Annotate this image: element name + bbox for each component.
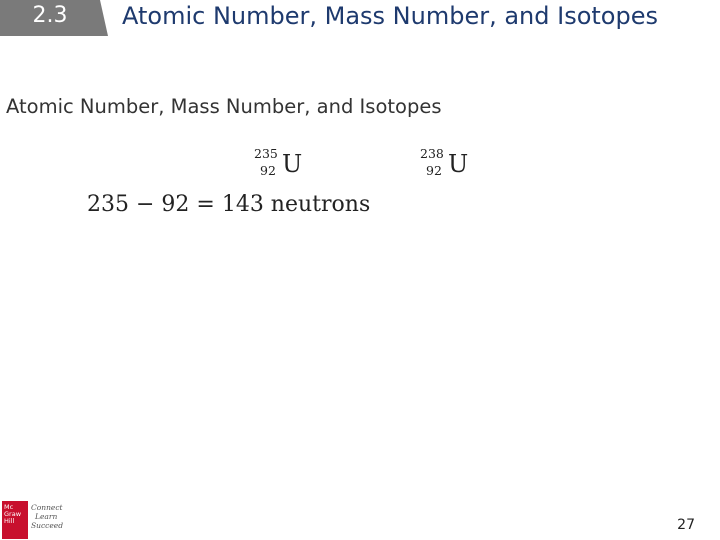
- logo-mark-line: Graw: [4, 510, 22, 518]
- logo-mark-line: Hill: [4, 517, 15, 525]
- atomic-number: 92: [426, 163, 442, 178]
- atomic-number: 92: [260, 163, 276, 178]
- publisher-logo: [0, 500, 76, 540]
- page-number: 27: [677, 517, 695, 533]
- logo-tagline-line: Succeed: [31, 521, 64, 530]
- element-symbol: U: [282, 150, 303, 178]
- logo-tagline: [31, 503, 63, 530]
- logo-mark: [2, 501, 28, 539]
- slide-subtitle: Atomic Number, Mass Number, and Isotopes: [6, 95, 442, 118]
- mass-number: 235: [254, 146, 278, 161]
- logo-tagline-line: Learn: [35, 512, 58, 521]
- element-symbol: U: [448, 150, 469, 178]
- header-title: Atomic Number, Mass Number, and Isotopes: [122, 2, 658, 30]
- mass-number: 238: [420, 146, 444, 161]
- section-tab: [0, 0, 108, 36]
- section-number: 2.3: [32, 3, 68, 28]
- neutron-equation: 235 − 92 = 143 neutrons: [87, 192, 371, 217]
- logo-tagline-line: Connect: [31, 503, 63, 512]
- logo-mark-line: Mc: [4, 503, 14, 511]
